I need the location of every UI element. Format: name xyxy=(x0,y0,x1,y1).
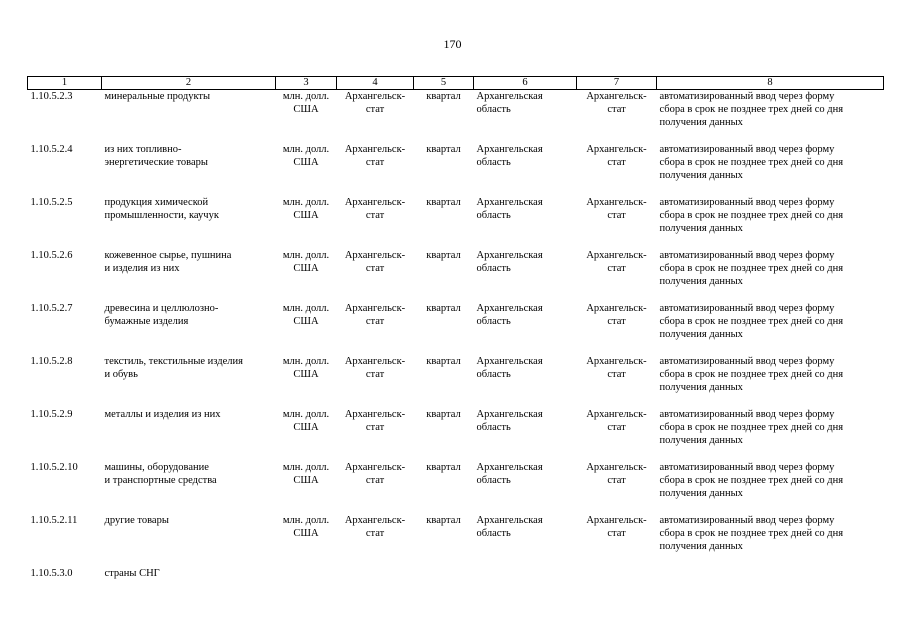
cell-text-line: область xyxy=(476,157,511,168)
cell-text-line: Архангельск- xyxy=(586,91,647,102)
cell-text-line: Архангельск- xyxy=(586,409,647,420)
cell-text-line: млн. долл. xyxy=(282,515,330,526)
cell-text-line: стат xyxy=(365,316,385,327)
cell-text-line: сбора в срок не позднее трех дней со дня xyxy=(659,369,844,380)
cell-text-line: автоматизированный ввод через форму xyxy=(659,303,835,314)
cell-source xyxy=(337,302,414,355)
cell-text-line: Архангельск- xyxy=(344,462,406,473)
cell-text-line: Архангельская xyxy=(476,462,543,473)
cell-text-line: получения данных xyxy=(659,541,743,552)
cell-text-line: США xyxy=(293,475,319,486)
cell-text-line: машины, оборудование xyxy=(104,462,209,473)
cell-text-line: Архангельская xyxy=(476,91,543,102)
column-number: 8 xyxy=(657,77,884,90)
cell-territory xyxy=(474,143,577,196)
cell-territory xyxy=(474,514,577,567)
cell-indicator-name xyxy=(102,355,276,408)
cell-text-line: млн. долл. xyxy=(282,462,330,473)
cell-text-line: Архангельск- xyxy=(344,91,406,102)
cell-text-line: стат xyxy=(365,210,385,221)
cell-code: 1.10.5.2.4 xyxy=(30,144,73,155)
cell-text-line: млн. долл. xyxy=(282,197,330,208)
cell-code: 1.10.5.2.3 xyxy=(30,91,73,102)
cell-unit xyxy=(276,302,337,355)
cell-text-line: автоматизированный ввод через форму xyxy=(659,197,835,208)
cell-text-line: минеральные продукты xyxy=(104,91,211,102)
cell-text-line: автоматизированный ввод через форму xyxy=(659,91,835,102)
cell-unit xyxy=(276,514,337,567)
cell-text-line: Архангельск- xyxy=(344,303,406,314)
cell-period: квартал xyxy=(426,303,461,314)
cell-text-line: млн. долл. xyxy=(282,303,330,314)
column-number: 7 xyxy=(577,77,657,90)
cell-text-line: получения данных xyxy=(659,117,743,128)
cell-text-line: Архангельская xyxy=(476,409,543,420)
cell-territory xyxy=(474,355,577,408)
cell-input-method xyxy=(657,408,884,461)
cell-territory xyxy=(474,567,577,587)
table-row xyxy=(28,249,884,302)
cell-text-line: автоматизированный ввод через форму xyxy=(659,515,835,526)
cell-provider xyxy=(577,514,657,567)
cell-text-line: автоматизированный ввод через форму xyxy=(659,356,835,367)
cell-text-line: стат xyxy=(365,369,385,380)
cell-text-line: текстиль, текстильные изделия xyxy=(104,356,243,367)
cell-text-line: США xyxy=(293,422,319,433)
cell-period: квартал xyxy=(426,197,461,208)
cell-period xyxy=(414,567,474,587)
cell-period: квартал xyxy=(426,409,461,420)
cell-indicator-name xyxy=(102,514,276,567)
cell-code: 1.10.5.2.9 xyxy=(30,409,73,420)
table-row xyxy=(28,143,884,196)
cell-text-line: Архангельск- xyxy=(344,356,406,367)
cell-text-line: получения данных xyxy=(659,329,743,340)
cell-text-line: Архангельск- xyxy=(586,197,647,208)
cell-text-line: стат xyxy=(365,104,385,115)
cell-text-line: автоматизированный ввод через форму xyxy=(659,250,835,261)
cell-text-line: область xyxy=(476,316,511,327)
cell-period: квартал xyxy=(426,250,461,261)
cell-text-line: автоматизированный ввод через форму xyxy=(659,409,835,420)
column-number: 2 xyxy=(102,77,276,90)
cell-text-line: стат xyxy=(607,263,626,274)
table-row xyxy=(28,196,884,249)
cell-code: 1.10.5.2.11 xyxy=(30,515,78,526)
cell-unit xyxy=(276,249,337,302)
cell-text-line: сбора в срок не позднее трех дней со дня xyxy=(659,475,844,486)
cell-text-line: Архангельская xyxy=(476,356,543,367)
cell-provider xyxy=(577,461,657,514)
column-number: 1 xyxy=(28,77,102,90)
cell-territory xyxy=(474,196,577,249)
table-row xyxy=(28,461,884,514)
cell-period: квартал xyxy=(426,91,461,102)
cell-text-line: энергетические товары xyxy=(104,157,208,168)
cell-input-method xyxy=(657,461,884,514)
cell-text-line: область xyxy=(476,475,511,486)
cell-text-line: промышленности, каучук xyxy=(104,210,219,221)
cell-text-line: сбора в срок не позднее трех дней со дня xyxy=(659,422,844,433)
cell-text-line: получения данных xyxy=(659,276,743,287)
cell-text-line: Архангельск- xyxy=(344,250,406,261)
cell-text-line: древесина и целлюлозно- xyxy=(104,303,219,314)
cell-source xyxy=(337,90,414,144)
cell-text-line: получения данных xyxy=(659,223,743,234)
cell-text-line: США xyxy=(293,104,319,115)
cell-indicator-name xyxy=(102,567,276,587)
cell-indicator-name xyxy=(102,90,276,144)
cell-indicator-name xyxy=(102,302,276,355)
cell-provider xyxy=(577,302,657,355)
cell-text-line: Архангельск- xyxy=(344,197,406,208)
cell-text-line: получения данных xyxy=(659,382,743,393)
cell-source xyxy=(337,249,414,302)
cell-source xyxy=(337,567,414,587)
cell-territory xyxy=(474,302,577,355)
cell-text-line: получения данных xyxy=(659,170,743,181)
cell-text-line: сбора в срок не позднее трех дней со дня xyxy=(659,528,844,539)
cell-input-method xyxy=(657,514,884,567)
cell-text-line: Архангельск- xyxy=(586,356,647,367)
column-number: 4 xyxy=(337,77,414,90)
cell-text-line: автоматизированный ввод через форму xyxy=(659,462,835,473)
cell-text-line: и обувь xyxy=(104,369,138,380)
cell-text-line: сбора в срок не позднее трех дней со дня xyxy=(659,104,844,115)
cell-text-line: стат xyxy=(365,475,385,486)
cell-source xyxy=(337,355,414,408)
cell-text-line: область xyxy=(476,528,511,539)
cell-code: 1.10.5.2.5 xyxy=(30,197,73,208)
cell-code: 1.10.5.2.6 xyxy=(30,250,73,261)
cell-provider xyxy=(577,90,657,144)
page-number: 170 xyxy=(443,37,462,51)
cell-period: квартал xyxy=(426,462,461,473)
cell-territory xyxy=(474,461,577,514)
cell-text-line: Архангельская xyxy=(476,303,543,314)
cell-text-line: млн. долл. xyxy=(282,356,330,367)
cell-text-line: и транспортные средства xyxy=(104,475,217,486)
cell-unit xyxy=(276,355,337,408)
table-row xyxy=(28,514,884,567)
cell-text-line: стат xyxy=(607,316,626,327)
cell-territory xyxy=(474,90,577,144)
cell-text-line: Архангельская xyxy=(476,515,543,526)
cell-period: квартал xyxy=(426,515,461,526)
column-number: 3 xyxy=(276,77,337,90)
table-row xyxy=(28,302,884,355)
cell-provider xyxy=(577,408,657,461)
cell-text-line: США xyxy=(293,316,319,327)
cell-text-line: млн. долл. xyxy=(282,144,330,155)
cell-territory xyxy=(474,408,577,461)
cell-input-method xyxy=(657,567,884,587)
cell-text-line: Архангельск- xyxy=(586,515,647,526)
cell-text-line: США xyxy=(293,369,319,380)
cell-text-line: млн. долл. xyxy=(282,409,330,420)
cell-text-line: США xyxy=(293,528,319,539)
cell-text-line: другие товары xyxy=(104,515,169,526)
cell-unit xyxy=(276,461,337,514)
cell-text-line: стат xyxy=(607,104,626,115)
cell-text-line: и изделия из них xyxy=(104,263,180,274)
cell-text-line: стат xyxy=(365,263,385,274)
cell-period: квартал xyxy=(426,144,461,155)
cell-source xyxy=(337,461,414,514)
cell-input-method xyxy=(657,196,884,249)
column-number-header-row xyxy=(28,77,884,90)
cell-text-line: стат xyxy=(607,157,626,168)
cell-input-method xyxy=(657,249,884,302)
cell-text-line: получения данных xyxy=(659,488,743,499)
cell-text-line: США xyxy=(293,263,319,274)
cell-text-line: из них топливно- xyxy=(104,144,182,155)
cell-text-line: кожевенное сырье, пушнина xyxy=(104,250,232,261)
cell-text-line: стат xyxy=(607,528,626,539)
cell-code: 1.10.5.3.0 xyxy=(30,568,73,579)
cell-text-line: стат xyxy=(365,528,385,539)
cell-text-line: область xyxy=(476,104,511,115)
cell-input-method xyxy=(657,143,884,196)
cell-text-line: Архангельск- xyxy=(586,250,647,261)
cell-provider xyxy=(577,143,657,196)
cell-text-line: Архангельск- xyxy=(344,144,406,155)
cell-text-line: получения данных xyxy=(659,435,743,446)
cell-text-line: Архангельская xyxy=(476,197,543,208)
cell-code: 1.10.5.2.10 xyxy=(30,462,78,473)
cell-indicator-name xyxy=(102,143,276,196)
cell-indicator-name xyxy=(102,196,276,249)
cell-text-line: млн. долл. xyxy=(282,91,330,102)
cell-indicator-name xyxy=(102,408,276,461)
cell-input-method xyxy=(657,90,884,144)
cell-text-line: область xyxy=(476,369,511,380)
cell-text-line: металлы и изделия из них xyxy=(104,409,221,420)
cell-text-line: стат xyxy=(365,422,385,433)
cell-unit xyxy=(276,90,337,144)
cell-text-line: автоматизированный ввод через форму xyxy=(659,144,835,155)
cell-source xyxy=(337,514,414,567)
cell-text-line: стат xyxy=(607,369,626,380)
cell-text-line: Архангельск- xyxy=(344,515,406,526)
cell-provider xyxy=(577,196,657,249)
cell-text-line: сбора в срок не позднее трех дней со дня xyxy=(659,316,844,327)
cell-text-line: Архангельск- xyxy=(586,303,647,314)
cell-text-line: сбора в срок не позднее трех дней со дня xyxy=(659,263,844,274)
cell-text-line: страны СНГ xyxy=(104,568,160,579)
cell-unit xyxy=(276,196,337,249)
cell-text-line: сбора в срок не позднее трех дней со дня xyxy=(659,157,844,168)
cell-text-line: область xyxy=(476,263,511,274)
cell-unit xyxy=(276,408,337,461)
cell-input-method xyxy=(657,355,884,408)
column-number: 6 xyxy=(474,77,577,90)
cell-provider xyxy=(577,355,657,408)
cell-input-method xyxy=(657,302,884,355)
cell-territory xyxy=(474,249,577,302)
cell-source xyxy=(337,143,414,196)
cell-text-line: стат xyxy=(607,475,626,486)
cell-source xyxy=(337,196,414,249)
cell-text-line: Архангельск- xyxy=(586,462,647,473)
cell-text-line: область xyxy=(476,210,511,221)
cell-text-line: Архангельск- xyxy=(586,144,647,155)
cell-text-line: стат xyxy=(607,422,626,433)
cell-text-line: Архангельская xyxy=(476,144,543,155)
table-row xyxy=(28,90,884,144)
cell-text-line: США xyxy=(293,157,319,168)
cell-text-line: стат xyxy=(365,157,385,168)
cell-text-line: Архангельская xyxy=(476,250,543,261)
cell-code: 1.10.5.2.8 xyxy=(30,356,73,367)
cell-text-line: стат xyxy=(607,210,626,221)
cell-text-line: сбора в срок не позднее трех дней со дня xyxy=(659,210,844,221)
cell-unit xyxy=(276,567,337,587)
cell-unit xyxy=(276,143,337,196)
table-row xyxy=(28,408,884,461)
cell-text-line: бумажные изделия xyxy=(104,316,189,327)
cell-indicator-name xyxy=(102,249,276,302)
cell-text-line: млн. долл. xyxy=(282,250,330,261)
cell-text-line: продукция химической xyxy=(104,197,209,208)
cell-period: квартал xyxy=(426,356,461,367)
cell-provider xyxy=(577,249,657,302)
cell-code: 1.10.5.2.7 xyxy=(30,303,73,314)
table-row xyxy=(28,355,884,408)
cell-indicator-name xyxy=(102,461,276,514)
column-number: 5 xyxy=(414,77,474,90)
cell-text-line: область xyxy=(476,422,511,433)
cell-source xyxy=(337,408,414,461)
cell-provider xyxy=(577,567,657,587)
cell-text-line: Архангельск- xyxy=(344,409,406,420)
table-row xyxy=(28,567,884,587)
cell-text-line: США xyxy=(293,210,319,221)
indicator-table xyxy=(27,76,884,587)
